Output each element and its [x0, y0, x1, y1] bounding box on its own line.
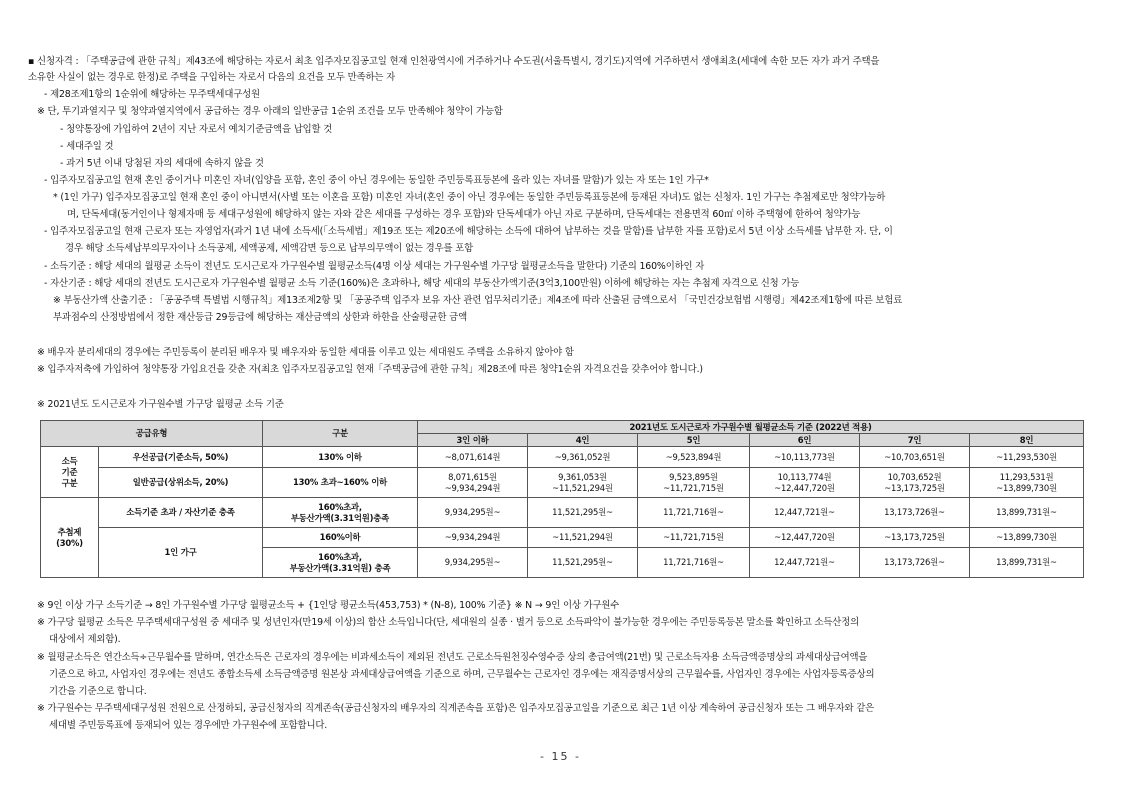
table-cell: ~13,899,730원 [970, 528, 1084, 548]
header-division: 구분 [263, 421, 418, 447]
header-supply-type: 공급유형 [41, 421, 263, 447]
table-cell: ~10,703,651원 [860, 447, 970, 468]
note-9-persons: ※ 9인 이상 가구 소득기준 → 8인 가구원수별 가구당 월평균소득 + {1인당 평균소득(453,753) * (N-8), 100% 기준} ※ N → 9인 이상 가구원수 [37, 600, 620, 611]
cond-5years: - 과거 5년 이내 당첨된 자의 세대에 속하지 않을 것 [60, 158, 264, 169]
table-cell: ~9,523,894원 [638, 447, 750, 468]
table-cell: 9,523,895원 ~11,721,715원 [638, 468, 750, 498]
table-cell: 11,521,295원~ [528, 498, 638, 528]
table-cell: ~11,293,530원 [970, 447, 1084, 468]
table-cell: ~12,447,720원 [750, 528, 860, 548]
table-cell: 12,447,721원~ [750, 548, 860, 578]
req-income: - 소득기준 : 해당 세대의 월평균 소득이 전년도 도시근로자 가구원수별 월평균소득(4명 이상 세대는 가구원수별 가구당 월평균소득을 말한다) 기준의 160%이하인 자 [44, 261, 705, 272]
table-cell: ~9,361,052원 [528, 447, 638, 468]
row-division: 160%초과, 부동산가액(3.31억원)충족 [263, 498, 418, 528]
table-cell: 10,113,774원 ~12,447,720원 [750, 468, 860, 498]
note-overheated: ※ 단, 투기과열지구 및 청약과열지역에서 공급하는 경우 아래의 일반공급 1순위 조건을 모두 만족해야 청약이 가능함 [37, 106, 503, 117]
table-cell: 9,934,295원~ [418, 498, 528, 528]
note-monthly-income-cont: 기준으로 하고, 사업자인 경우에는 전년도 종합소득세 소득금액증명 원본상 과세대상급여액을 기준으로 하며, 근무월수는 근로자인 경우에는 재직증명서상의 근무월수를, 사업자인 경우에는 사업자등록증상의 [49, 669, 875, 680]
header-income-standard: 2021년도 도시근로자 가구원수별 월평균소득 기준 (2022년 적용) [418, 421, 1084, 434]
table-cell: 9,361,053원 ~11,521,294원 [528, 468, 638, 498]
table-cell: 11,721,716원~ [638, 498, 750, 528]
req-worker-cont: 경우 해당 소득세납부의무자이나 소득공제, 세액공제, 세액감면 등으로 납부의무액이 없는 경우를 포함 [65, 243, 474, 254]
req-asset: - 자산기준 : 해당 세대의 전년도 도시근로자 가구원수별 월평균 소득 기준(160%)은 초과하나, 해당 세대의 부동산가액기준(3억3,100만원) 이하에 해당하는 자는 추첨제 자격으로 신청 가능 [44, 278, 800, 289]
eligibility-heading: ▪ 신청자격 : 「주택공급에 관한 규칙」제43조에 해당하는 자로서 최초 입주자모집공고일 현재 인천광역시에 거주하거나 수도권(서울특별시, 경기도)지역에 거주하면서 생애최초(세대에 속한 모든 자가 과거 주택을 [28, 56, 880, 67]
table-cell: 11,293,531원 ~13,899,730원 [970, 468, 1084, 498]
group-income-criteria: 소득 기준 구분 [41, 447, 99, 498]
note-household-members: ※ 가구원수는 무주택세대구성원 전원으로 산정하되, 공급신청자의 직계존속(공급신청자의 배우자의 직계존속을 포함)은 입주자모집공고일을 기준으로 최근 1년 이상 계속하여 공급신청자 또는 그 배우자와 같은 [37, 703, 875, 714]
table-cell: 9,934,295원~ [418, 548, 528, 578]
table-cell: 13,173,726원~ [860, 548, 970, 578]
table-cell: 13,899,731원~ [970, 548, 1084, 578]
income-table [40, 420, 1084, 578]
row-type: 1인 가구 [99, 528, 263, 578]
note-single-cont: 며, 단독세대(동거인이나 형제자매 등 세대구성원에 해당하지 않는 자와 같은 세대를 구성하는 경우 포함)와 단독세대가 아닌 자로 구분하며, 단독세대는 전용면적 60㎡ 이하 주택형에 한하여 청약가능 [67, 209, 861, 220]
note-savings: ※ 입주자저축에 가입하여 청약통장 가입요건을 갖춘 자(최초 입주자모집공고일 현재「주택공급에 관한 규칙」제28조에 따른 청약1순위 자격요건을 갖추어야 합니다.) [37, 364, 703, 375]
header-col: 7인 [860, 434, 970, 447]
row-division: 130% 초과~160% 이하 [263, 468, 418, 498]
table-cell: 12,447,721원~ [750, 498, 860, 528]
note-household-income-cont: 대상에서 제외함). [49, 634, 121, 645]
req-worker: - 입주자모집공고일 현재 근로자 또는 자영업자(과거 1년 내에 소득세(「소득세법」제19조 또는 제20조에 해당하는 소득에 대하여 납부하는 것을 말함)를 납부한 자를 포함)로서 5년 이상 소득세를 납부한 자. 단, 이 [44, 226, 893, 237]
note-monthly-income: ※ 월평균소득은 연간소득÷근무월수를 말하며, 연간소득은 근로자의 경우에는 비과세소득이 제외된 전년도 근로소득원천징수영수증 상의 총급여액(21번) 및 근로소득자용 소득금액증명상의 과세대상급여액을 [37, 652, 868, 663]
page-number: - 15 - [540, 750, 581, 763]
table-cell: 13,173,726원~ [860, 498, 970, 528]
table-cell: 8,071,615원 ~9,934,294원 [418, 468, 528, 498]
note-asset-calc: ※ 부동산가액 산출기준 : 「공공주택 특별법 시행규칙」제13조제2항 및 「공공주택 입주자 보유 자산 관련 업무처리기준」제4조에 따라 산출된 금액으로서 「국민건강보험법 시행령」제42조제1항에 따른 보험료 [53, 295, 903, 306]
table-cell: ~10,113,773원 [750, 447, 860, 468]
table-cell: 10,703,652원 ~13,173,725원 [860, 468, 970, 498]
row-division: 160%초과, 부동산가액(3.31억원) 충족 [263, 548, 418, 578]
table-cell: ~8,071,614원 [418, 447, 528, 468]
row-type: 소득기준 초과 / 자산기준 충족 [99, 498, 263, 528]
header-col: 6인 [750, 434, 860, 447]
header-col: 3인 이하 [418, 434, 528, 447]
table-cell: ~11,721,715원 [638, 528, 750, 548]
eligibility-heading-cont: 소유한 사실이 없는 경우로 한정)로 주택을 구입하는 자로서 다음의 요건을 모두 만족하는 자 [28, 72, 396, 83]
cond-savings: - 청약통장에 가입하여 2년이 지난 자로서 예치기준금액을 납입할 것 [60, 124, 333, 135]
table-cell: ~9,934,294원 [418, 528, 528, 548]
row-division: 130% 이하 [263, 447, 418, 468]
req-married: - 입주자모집공고일 현재 혼인 중이거나 미혼인 자녀(입양을 포함, 혼인 중이 아닌 경우에는 동일한 주민등록표등본에 올라 있는 자녀를 말함)가 있는 자 또는 1인 가구* [44, 175, 709, 186]
table-cell: ~13,173,725원 [860, 528, 970, 548]
note-household-members-cont: 세대별 주민등록표에 등재되어 있는 경우에만 가구원수에 포함합니다. [49, 720, 328, 731]
row-type: 일반공급(상위소득, 20%) [99, 468, 263, 498]
row-type: 우선공급(기준소득, 50%) [99, 447, 263, 468]
table-cell: 11,521,295원~ [528, 548, 638, 578]
note-spouse: ※ 배우자 분리세대의 경우에는 주민등록이 분리된 배우자 및 배우자와 동일한 세대를 이루고 있는 세대원도 주택을 소유하지 않아야 함 [37, 347, 574, 358]
group-lottery: 추첨제 (30%) [41, 498, 99, 578]
header-col: 8인 [970, 434, 1084, 447]
table-cell: 11,721,716원~ [638, 548, 750, 578]
req-no-home: - 제28조제1항의 1순위에 해당하는 무주택세대구성원 [44, 89, 260, 100]
header-col: 4인 [528, 434, 638, 447]
header-col: 5인 [638, 434, 750, 447]
table-cell: ~11,521,294원 [528, 528, 638, 548]
row-division: 160%이하 [263, 528, 418, 548]
note-single: * (1인 가구) 입주자모집공고일 현재 혼인 중이 아니면서(사별 또는 이혼을 포함) 미혼인 자녀(혼인 중이 아닌 경우에는 동일한 주민등록표등본에 등재된 자녀)도 없는 신청자. 1인 가구는 추첨제로만 청약가능하 [53, 192, 886, 203]
cond-head: - 세대주일 것 [60, 141, 114, 152]
note-monthly-income-cont2: 기간을 기준으로 합니다. [49, 686, 147, 697]
note-asset-calc-cont: 부과점수의 산정방법에서 정한 재산등급 29등급에 해당하는 재산금액의 상한과 하한을 산술평균한 금액 [53, 312, 467, 323]
note-household-income: ※ 가구당 월평균 소득은 무주택세대구성원 중 세대주 및 성년인자(만19세 이상)의 합산 소득입니다(단, 세대원의 실종 · 별거 등으로 소득파악이 불가능한 경우에는 주민등록등본 말소를 확인하고 소득산정의 [37, 617, 860, 628]
table-cell: 13,899,731원~ [970, 498, 1084, 528]
table-caption: ※ 2021년도 도시근로자 가구원수별 가구당 월평균 소득 기준 [37, 399, 284, 410]
